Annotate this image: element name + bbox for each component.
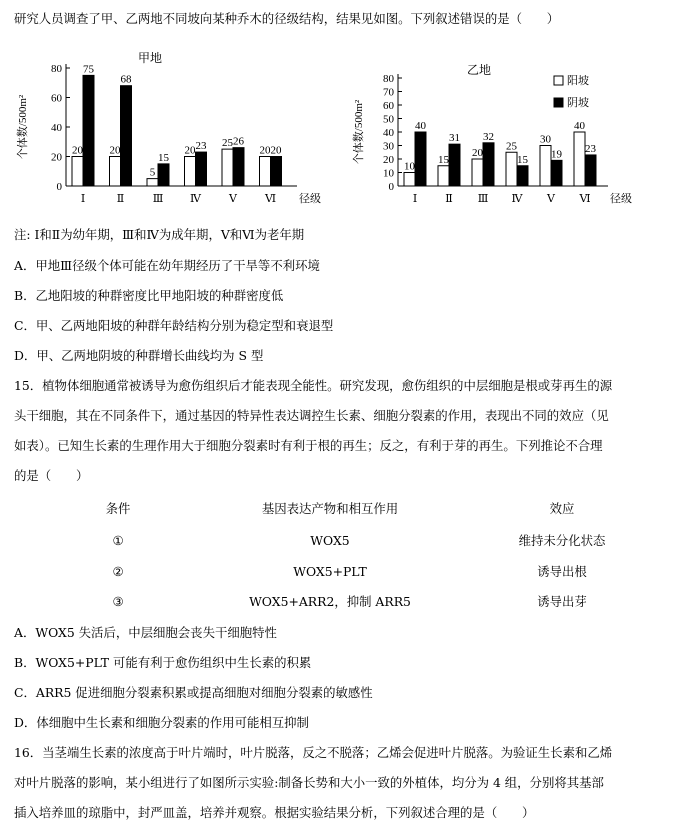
table-cell: WOX5 xyxy=(310,533,350,548)
chart-title: 甲地 xyxy=(138,51,163,65)
x-tick-label: Ⅳ xyxy=(511,193,523,205)
bar-sunny-slope xyxy=(260,157,271,187)
x-tick-label: Ⅵ xyxy=(579,193,591,205)
x-tick-label: Ⅵ xyxy=(264,193,277,205)
table-cell: ③ xyxy=(112,594,124,609)
data-label-shady: 19 xyxy=(551,148,562,161)
x-tick-label: Ⅰ xyxy=(80,193,86,205)
bar-sunny-slope xyxy=(506,152,517,186)
chart-yi xyxy=(354,48,654,208)
bar-sunny-slope xyxy=(438,166,449,186)
y-tick-label: 40 xyxy=(383,127,394,139)
y-axis-title: 个体数/500m² xyxy=(17,94,29,160)
q15-option-d: D．体细胞中生长素和细胞分裂素的作用可能相互抑制 xyxy=(14,715,309,730)
data-label-shady: 40 xyxy=(415,120,426,132)
q14-option-a: A．甲地Ⅲ径级个体可能在幼年期经历了干旱等不利环境 xyxy=(14,258,320,273)
bar-sunny-slope xyxy=(404,173,415,187)
bar-shady-slope xyxy=(121,86,132,186)
data-label-sunny: 25 xyxy=(506,140,517,153)
data-label-shady: 23 xyxy=(585,142,596,155)
bar-shady-slope xyxy=(483,143,494,186)
x-tick-label: Ⅰ xyxy=(412,193,418,205)
y-tick-label: 50 xyxy=(383,113,394,126)
bar-sunny-slope xyxy=(222,149,233,186)
bar-sunny-slope xyxy=(185,157,196,187)
data-label-shady: 15 xyxy=(517,153,528,166)
chart-title: 乙地 xyxy=(467,63,492,77)
data-label-shady: 15 xyxy=(158,151,169,164)
legend-label-sunny: 阳坡 xyxy=(567,75,589,87)
bar-shady-slope xyxy=(196,152,207,186)
data-label-sunny: 15 xyxy=(438,153,449,166)
q16-stem-line-2: 对叶片脱落的影响，某小组进行了如图所示实验:制备长势和大小一致的外植体，均分为 4 组，分别将其基部 xyxy=(14,775,604,790)
y-tick-label: 40 xyxy=(51,122,62,134)
bar-shady-slope xyxy=(415,132,426,186)
table-cell: ② xyxy=(112,564,124,579)
question-14-stem: 研究人员调查了甲、乙两地不同坡向某种乔木的径级结构，结果见如图。下列叙述错误的是（ ） xyxy=(14,11,560,26)
bar-shady-slope xyxy=(158,164,169,186)
table-cell: WOX5+PLT xyxy=(293,564,367,579)
data-label-sunny: 20 xyxy=(109,144,121,157)
data-label-sunny: 20 xyxy=(259,144,271,157)
q15-stem-line-1: 15．植物体细胞通常被诱导为愈伤组织后才能表现全能性。研究发现，愈伤组织的中层细胞是根或芽再生的源 xyxy=(14,378,613,393)
x-tick-label: Ⅱ xyxy=(116,193,125,205)
y-tick-label: 60 xyxy=(383,100,394,112)
x-tick-label: Ⅳ xyxy=(190,193,201,205)
data-label-sunny: 20 xyxy=(72,144,83,157)
table-header-effect: 效应 xyxy=(549,501,575,516)
x-tick-label: Ⅲ xyxy=(477,193,489,205)
bar-sunny-slope xyxy=(540,146,551,187)
table-cell: 维持未分化状态 xyxy=(518,533,606,548)
data-label-shady: 75 xyxy=(83,63,94,76)
bar-sunny-slope xyxy=(110,157,121,187)
data-label-sunny: 25 xyxy=(222,137,233,150)
q15-stem-line-3: 如表）。已知生长素的生理作用大于细胞分裂素时有利于根的再生；反之，有利于芽的再生。下列推论不合理 xyxy=(14,438,603,453)
bar-shady-slope xyxy=(517,166,528,186)
q15-option-c: C．ARR5 促进细胞分裂素积累或提高细胞对细胞分裂素的敏感性 xyxy=(14,685,373,700)
y-tick-label: 0 xyxy=(388,181,394,193)
data-label-sunny: 20 xyxy=(184,144,196,157)
y-tick-label: 20 xyxy=(383,154,394,166)
data-label-shady: 20 xyxy=(270,144,282,157)
y-tick-label: 20 xyxy=(51,151,62,164)
y-tick-label: 10 xyxy=(383,167,394,180)
bar-shady-slope xyxy=(449,144,460,186)
legend-label-shady: 阴坡 xyxy=(567,97,589,109)
q14-option-d: D．甲、乙两地阴坡的种群增长曲线均为 S 型 xyxy=(14,348,264,363)
bar-shady-slope xyxy=(233,148,244,186)
table-cell: 诱导出芽 xyxy=(537,594,587,609)
bar-sunny-slope xyxy=(574,132,585,186)
chart-yi-container xyxy=(354,48,654,212)
data-label-sunny: 10 xyxy=(404,160,415,173)
legend-swatch-shady xyxy=(554,98,563,107)
q14-option-c: C．甲、乙两地阳坡的种群年龄结构分别为稳定型和衰退型 xyxy=(14,318,334,333)
bar-shady-slope xyxy=(585,155,596,186)
bar-shady-slope xyxy=(271,157,282,187)
x-tick-label: Ⅱ xyxy=(445,193,453,205)
q15-stem-line-2: 头干细胞，其在不同条件下，通过基因的特异性表达调控生长素、细胞分裂素的作用，表现出不同的效应（见 xyxy=(14,408,609,423)
data-label-sunny: 20 xyxy=(472,147,483,159)
data-label-shady: 32 xyxy=(483,130,494,143)
y-tick-label: 70 xyxy=(383,86,394,99)
q16-stem-line-1: 16．当茎端生长素的浓度高于叶片端时，叶片脱落，反之不脱落；乙烯会促进叶片脱落。为验证生长素和乙烯 xyxy=(14,745,613,760)
x-axis-title: 径级 xyxy=(299,193,321,205)
data-label-shady: 68 xyxy=(120,73,132,86)
y-tick-label: 30 xyxy=(383,140,394,153)
chart-jia-container xyxy=(14,48,321,212)
data-label-sunny: 40 xyxy=(574,120,585,132)
data-label-sunny: 5 xyxy=(149,166,156,179)
bar-sunny-slope xyxy=(472,159,483,186)
x-tick-label: Ⅲ xyxy=(152,193,164,205)
chart-jia xyxy=(14,48,321,208)
table-cell: 诱导出根 xyxy=(537,564,587,579)
x-tick-label: Ⅴ xyxy=(547,193,555,205)
x-tick-label: Ⅴ xyxy=(229,193,237,205)
q15-option-b: B．WOX5+PLT 可能有利于愈伤组织中生长素的积累 xyxy=(14,655,312,670)
x-axis-title: 径级 xyxy=(610,193,632,205)
y-tick-label: 60 xyxy=(51,92,62,105)
y-tick-label: 80 xyxy=(51,63,62,75)
data-label-shady: 23 xyxy=(195,140,207,153)
chart-note: 注: Ⅰ和Ⅱ为幼年期，Ⅲ和Ⅳ为成年期，Ⅴ和Ⅵ为老年期 xyxy=(14,227,305,242)
q15-option-a: A．WOX5 失活后，中层细胞会丧失干细胞特性 xyxy=(14,625,277,640)
y-tick-label: 0 xyxy=(56,181,62,193)
y-axis-title: 个体数/500m² xyxy=(353,99,365,165)
data-label-shady: 26 xyxy=(233,135,244,148)
y-tick-label: 80 xyxy=(383,73,394,85)
q14-option-b: B．乙地阳坡的种群密度比甲地阳坡的种群密度低 xyxy=(14,288,284,303)
data-label-sunny: 30 xyxy=(540,133,551,146)
table-cell: WOX5+ARR2，抑制 ARR5 xyxy=(249,594,411,609)
bar-shady-slope xyxy=(83,75,94,186)
table-header-condition: 条件 xyxy=(105,501,131,516)
legend-swatch-sunny xyxy=(554,76,563,85)
q15-stem-line-4: 的是（ ） xyxy=(14,468,89,483)
bar-shady-slope xyxy=(551,160,562,186)
table-header-gene: 基因表达产物和相互作用 xyxy=(261,501,399,516)
q16-stem-line-3: 插入培养皿的琼脂中，封严皿盖，培养并观察。根据实验结果分析，下列叙述合理的是（ ） xyxy=(14,805,535,820)
table-cell: ① xyxy=(112,533,124,548)
data-label-shady: 31 xyxy=(449,132,460,145)
bar-sunny-slope xyxy=(147,179,158,186)
bar-sunny-slope xyxy=(72,157,83,187)
